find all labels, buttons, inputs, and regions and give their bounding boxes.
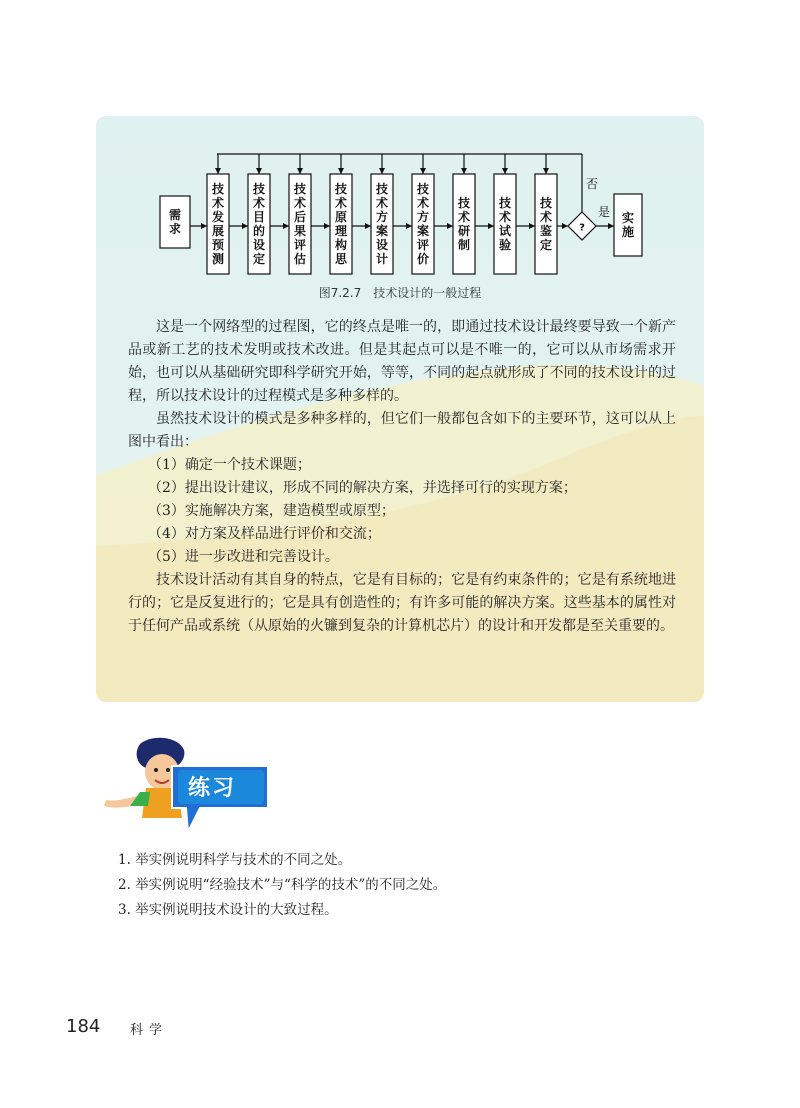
flow-arrow-start-head <box>201 223 207 229</box>
paragraph-3: 技术设计活动有其自身的特点，它是有目标的；它是有约束条件的；它是有系统地进行的；它是反复进行的；它是具有创造性的；有许多可能的解决方案。这些基本的属性对于任何产品或系统（从原始的火镰到复杂的计算机芯片）的设计和开发都是至关重要的。 <box>128 572 676 634</box>
list-item-2: （2）提出设计建议，形成不同的解决方案，并选择可行的实现方案； <box>148 480 577 496</box>
flow-end-label: 实施 <box>621 211 635 239</box>
flow-decision-label: ? <box>579 222 585 234</box>
exercise-item-1: 1. 举实例说明科学与技术的不同之处。 <box>118 852 352 868</box>
flow-connector-arrow-head <box>324 223 330 229</box>
paragraph-2: 虽然技术设计的模式是多种多样的，但它们一般都包含如下的主要环节，这可以从上图中看出： <box>128 411 676 450</box>
exercise-item-2: 2. 举实例说明“经验技术”与“科学的技术”的不同之处。 <box>118 877 447 893</box>
exercise-list <box>118 848 446 923</box>
flow-feedback-arrow-head <box>215 168 221 174</box>
flow-feedback-arrow-head <box>420 168 426 174</box>
figure-caption: 图7.2.7 技术设计的一般过程 <box>318 286 482 300</box>
flow-connector-arrow-head <box>406 223 412 229</box>
flow-feedback-arrow-head <box>543 168 549 174</box>
flow-connector-arrow-head <box>365 223 371 229</box>
flow-connector-arrow-head <box>562 223 568 229</box>
flow-feedback-arrow-head <box>461 168 467 174</box>
flow-step-label: 技术方案设计 <box>375 182 389 266</box>
flow-connector-arrow-head <box>488 223 494 229</box>
flow-step-label: 技术原理构思 <box>334 182 348 266</box>
flow-feedback-arrow-head <box>256 168 262 174</box>
flow-step-label: 技术试验 <box>498 196 512 252</box>
flow-feedback-arrow-head <box>297 168 303 174</box>
flow-step-label: 技术研制 <box>457 196 471 252</box>
flow-feedback-arrow-head <box>502 168 508 174</box>
exercise-item-3: 3. 举实例说明技术设计的大致过程。 <box>118 902 338 918</box>
page-subject: 科学 <box>130 1023 169 1038</box>
flow-connector-arrow-head <box>447 223 453 229</box>
flow-step-label: 技术鉴定 <box>539 196 553 252</box>
flow-connector-arrow-head <box>529 223 535 229</box>
content-panel <box>96 116 704 702</box>
page-number: 184 <box>66 1016 101 1037</box>
paragraph-1: 这是一个网络型的过程图，它的终点是唯一的，即通过技术设计最终要导致一个新产品或新工艺的技术发明或技术改进。但是其起点可以是不唯一的，它可以从市场需求开始，也可以从基础研究即科学研究开始，等等，不同的起点就形成了不同的技术设计的过程，所以技术设计的过程模式是多种多样的。 <box>128 319 676 404</box>
flow-step-label: 技术后果评估 <box>293 182 307 266</box>
flowchart <box>96 116 704 296</box>
flow-step-label: 技术目的设定 <box>252 182 266 266</box>
list-item-1: （1）确定一个技术课题； <box>148 457 311 473</box>
flow-feedback-arrow-head <box>338 168 344 174</box>
flow-arrow-end-head <box>608 223 614 229</box>
body-paragraphs <box>128 316 676 638</box>
exercise-badge <box>100 736 270 836</box>
flow-connector-arrow-head <box>242 223 248 229</box>
flow-feedback-arrow-head <box>379 168 385 174</box>
flow-yes-label: 是 <box>598 205 611 219</box>
list-item-4: （4）对方案及样品进行评价和交流； <box>148 526 381 542</box>
list-item-3: （3）实施解决方案，建造模型或原型； <box>148 503 395 519</box>
flow-start-label: 需求 <box>168 208 182 236</box>
flow-connector-arrow-head <box>283 223 289 229</box>
list-item-5: （5）进一步改进和完善设计。 <box>148 549 339 565</box>
flow-step-label: 技术发展预测 <box>211 182 225 266</box>
flow-no-label: 否 <box>586 177 599 191</box>
exercise-title: 练习 <box>188 776 237 801</box>
flow-step-label: 技术方案评价 <box>416 182 430 266</box>
